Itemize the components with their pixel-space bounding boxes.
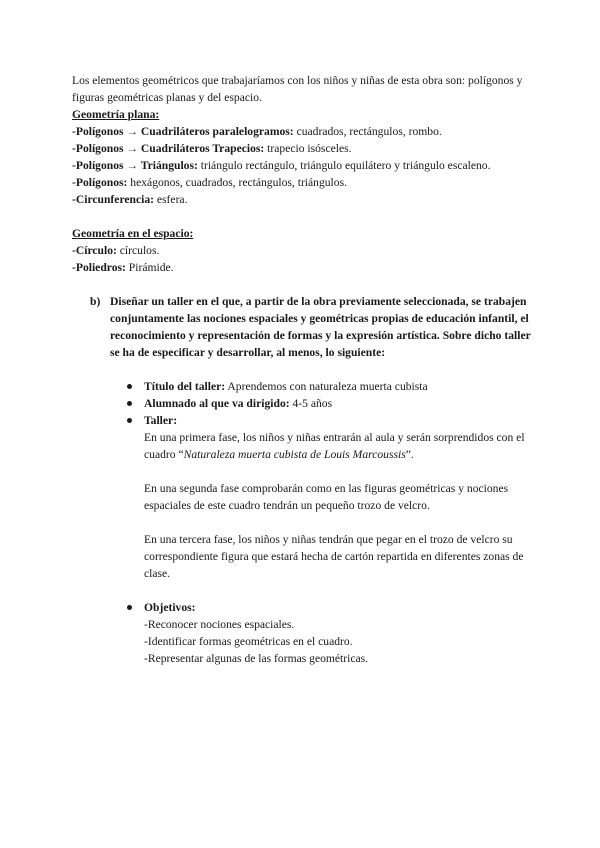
spacer <box>144 582 534 599</box>
taller-fase-2: En una segunda fase comprobarán como en las figuras geométricas y nociones espaciales de este cuadro tendrán un pequeño trozo de velcro. <box>144 482 509 512</box>
plana-item-text: cuadrados, rectángulos, rombo. <box>293 125 442 138</box>
taller-label: Taller: <box>144 414 178 427</box>
section-b-text: Diseñar un taller en el que, a partir de la obra previamente seleccionada, se trabajen conjuntamente las nociones espaciales y geométricas propias de educación infantil, el reconocimiento y representación de formas y la expresión artística. Sobre dicho taller se ha de especificar y desarrollar, al menos, lo siguiente: <box>110 295 531 359</box>
bullet-dot-icon <box>127 401 132 406</box>
plana-item-text: hexágonos, cuadrados, rectángulos, triángulos. <box>127 176 347 189</box>
fase1-pre: En una primera fase, los niños y niñas entrarán al aula y serán sorprendidos con el cuadro “ <box>144 431 525 461</box>
objetivo-item: -Reconocer nociones espaciales. <box>144 618 295 631</box>
espacio-item-text: círculos. <box>116 244 160 257</box>
taller-fase-1 <box>144 429 534 463</box>
plana-item-label: -Polígonos → Cuadriláteros paralelogramos: <box>72 125 294 138</box>
intro-paragraph: Los elementos geométricos que trabajaríamos con los niños y niñas de esta obra son: polígonos y figuras geométricas planas y del espacio. <box>72 74 523 104</box>
espacio-item-text: Pirámide. <box>125 261 174 274</box>
plana-item-label: -Polígonos: <box>72 176 128 189</box>
plana-item-label: -Polígonos → Triángulos: <box>72 159 198 172</box>
plana-item <box>72 123 534 140</box>
bullet-item-alumnado <box>144 395 534 412</box>
bullet-item-objetivos <box>144 599 534 667</box>
bullet-item-titulo <box>144 378 534 395</box>
geometria-plana-heading: Geometría plana: <box>72 108 160 121</box>
alumnado-label: Alumnado al que va dirigido: <box>144 397 290 410</box>
fase1-post: ”. <box>405 448 414 461</box>
spacer <box>72 208 534 225</box>
bullet-dot-icon <box>127 384 132 389</box>
plana-item-text: triángulo rectángulo, triángulo equilátero y triángulo escaleno. <box>197 159 491 172</box>
spacer <box>144 463 534 480</box>
bullet-item-taller <box>144 412 534 582</box>
titulo-value: Aprendemos con naturaleza muerta cubista <box>225 380 428 393</box>
espacio-item-label: -Poliedros: <box>72 261 126 274</box>
bullet-dot-icon <box>127 418 132 423</box>
taller-fase-3: En una tercera fase, los niños y niñas tendrán que pegar en el trozo de velcro su correspondiente figura que estará hecha de cartón repartida en diferentes zonas de clase. <box>144 533 524 580</box>
taller-bullet-list <box>144 378 534 667</box>
spacer <box>144 514 534 531</box>
section-b-marker: b) <box>90 295 101 308</box>
document-content <box>72 72 534 667</box>
section-b <box>90 293 534 361</box>
plana-item-label: -Polígonos → Cuadriláteros Trapecios: <box>72 142 265 155</box>
bullet-dot-icon <box>127 605 132 610</box>
plana-item <box>72 157 534 174</box>
plana-item <box>72 191 534 208</box>
plana-item-label: -Circunferencia: <box>72 193 154 206</box>
geometria-espacio-heading: Geometría en el espacio: <box>72 227 194 240</box>
objetivo-item: -Representar algunas de las formas geométricas. <box>144 652 369 665</box>
plana-item <box>72 140 534 157</box>
spacer <box>72 276 534 293</box>
espacio-item <box>72 259 534 276</box>
plana-item <box>72 174 534 191</box>
espacio-item-label: -Círculo: <box>72 244 117 257</box>
objetivos-label: Objetivos: <box>144 601 196 614</box>
titulo-label: Título del taller: <box>144 380 226 393</box>
objetivo-item: -Identificar formas geométricas en el cuadro. <box>144 635 353 648</box>
plana-item-text: esfera. <box>154 193 188 206</box>
fase1-painting-title: Naturaleza muerta cubista de Louis Marcoussis <box>183 448 406 461</box>
alumnado-value: 4-5 años <box>289 397 333 410</box>
plana-item-text: trapecio isósceles. <box>264 142 352 155</box>
espacio-item <box>72 242 534 259</box>
